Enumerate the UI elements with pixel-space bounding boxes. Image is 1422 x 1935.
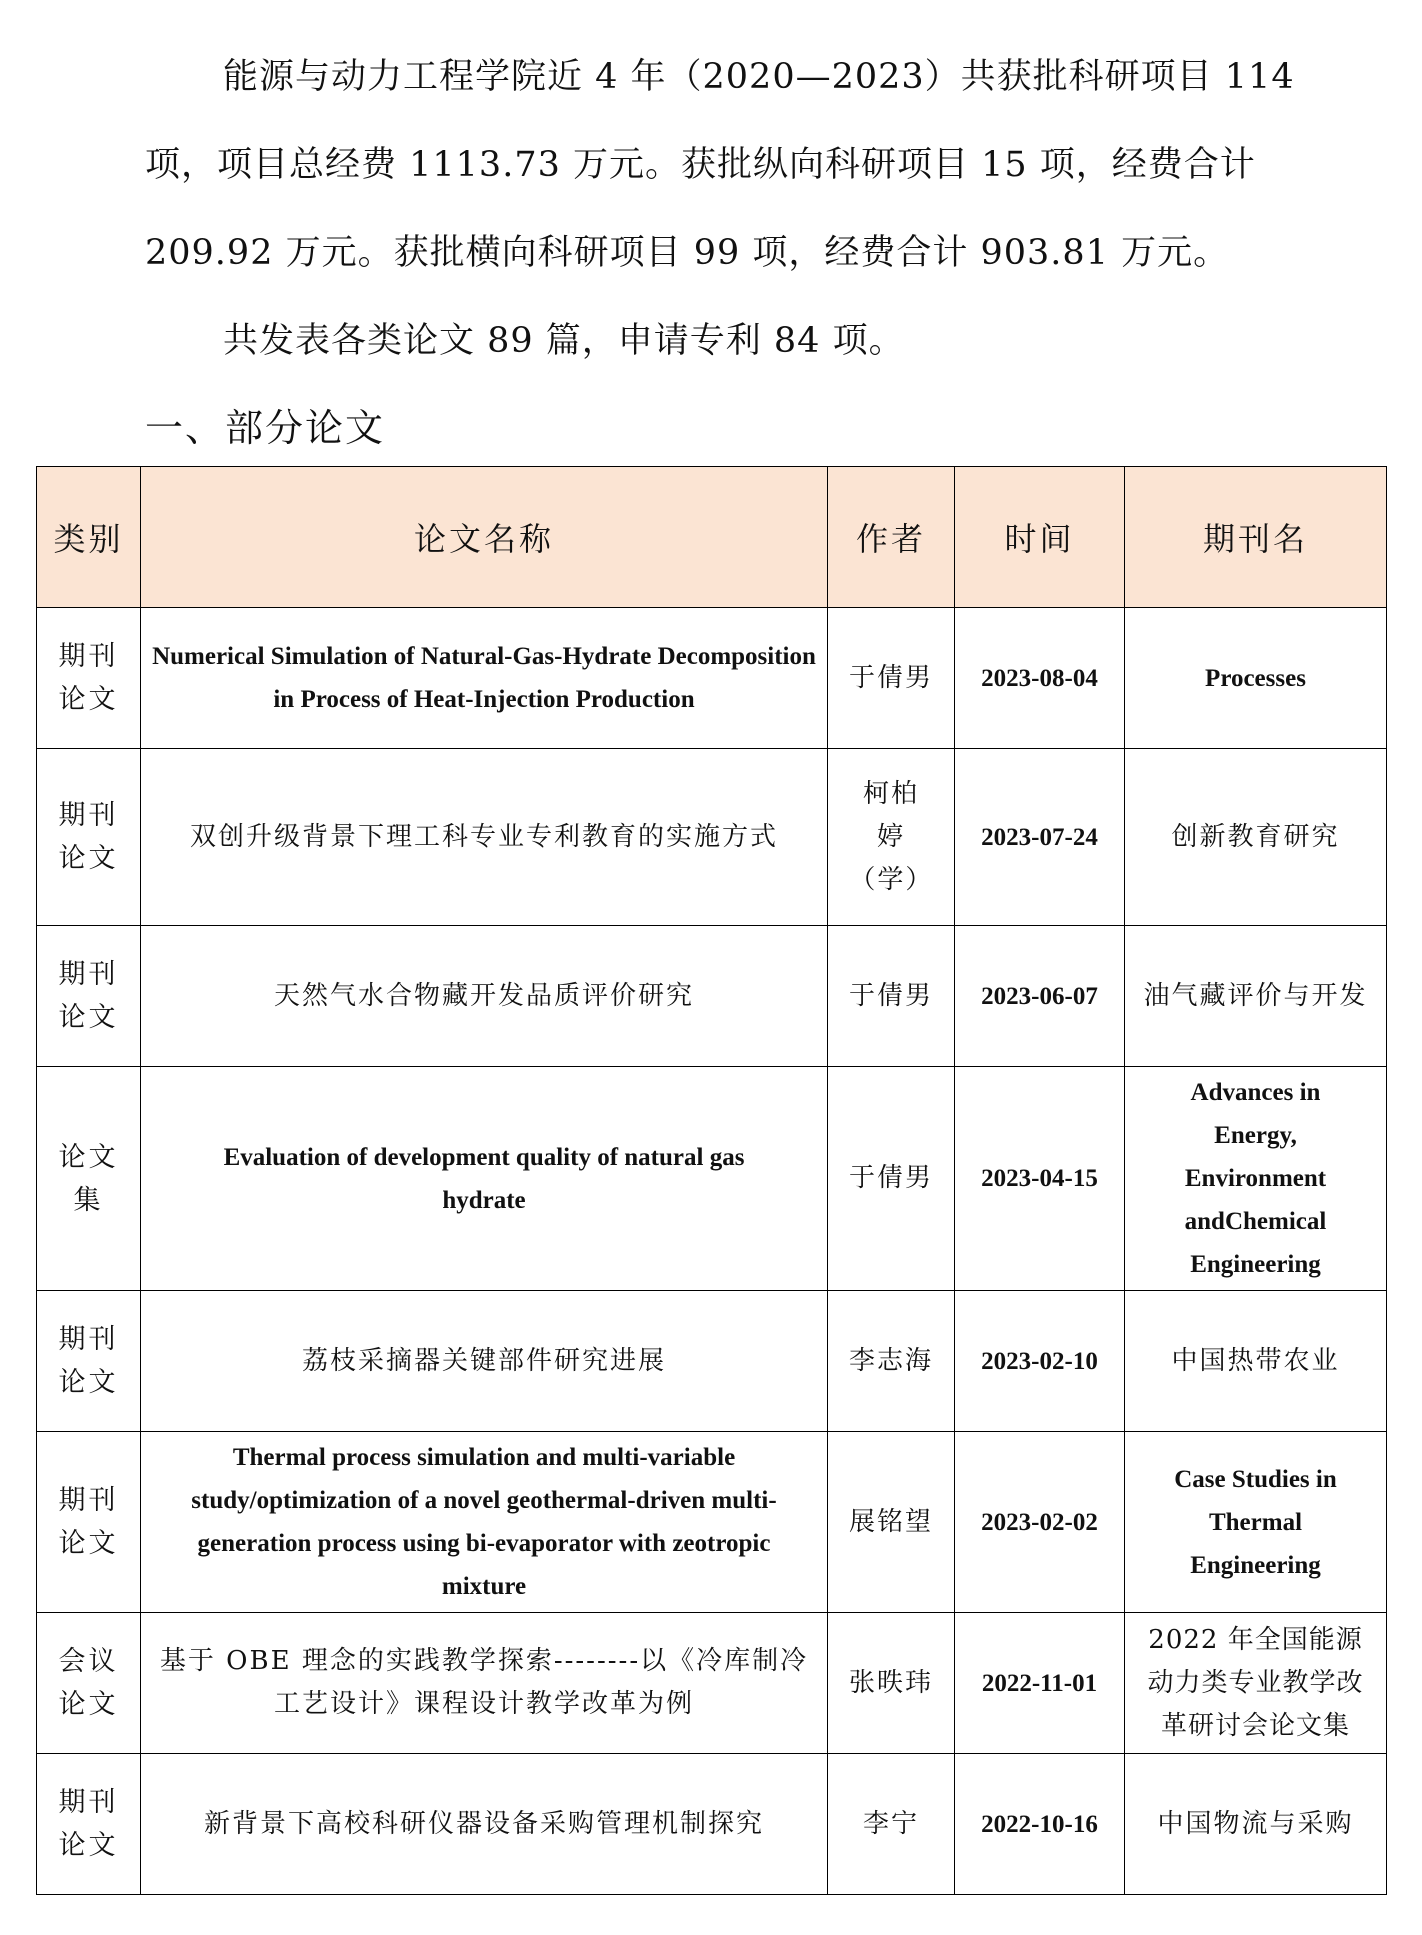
row-journal: 创新教育研究 [1125,749,1387,926]
row-date: 2023-08-04 [955,608,1125,749]
row-title: 新背景下高校科研仪器设备采购管理机制探究 [141,1754,828,1895]
row-category: 期刊论文 [37,1754,141,1895]
table-row [37,1613,1387,1754]
row-title: 荔枝采摘器关键部件研究进展 [141,1291,828,1432]
header-title: 论文名称 [141,467,828,608]
row-category: 期刊论文 [37,749,141,926]
table-row [37,1754,1387,1895]
row-category: 期刊论文 [37,926,141,1067]
table-row [37,1291,1387,1432]
row-date: 2023-07-24 [955,749,1125,926]
row-journal: Case Studies in Thermal Engineering [1125,1432,1387,1613]
row-title: Numerical Simulation of Natural-Gas-Hydrate Decomposition in Process of Heat-Injection Production [141,608,828,749]
row-journal: 中国物流与采购 [1125,1754,1387,1895]
row-date: 2023-02-02 [955,1432,1125,1613]
row-category: 期刊论文 [37,608,141,749]
row-journal: 2022 年全国能源动力类专业教学改革研讨会论文集 [1125,1613,1387,1754]
row-author: 于倩男 [828,1067,955,1291]
row-date: 2023-04-15 [955,1067,1125,1291]
row-author: 李志海 [828,1291,955,1432]
papers-table [36,466,1387,1895]
row-journal: Advances in Energy, Environment andChemical Engineering [1125,1067,1387,1291]
row-author: 于倩男 [828,608,955,749]
header-journal: 期刊名 [1125,467,1387,608]
row-journal: 中国热带农业 [1125,1291,1387,1432]
row-category: 论文集 [37,1067,141,1291]
row-author: 柯柏婷（学） [828,749,955,926]
row-date: 2023-06-07 [955,926,1125,1067]
header-author: 作者 [828,467,955,608]
row-date: 2022-10-16 [955,1754,1125,1895]
row-title: Evaluation of development quality of natural gas hydrate [141,1067,828,1291]
row-title: Thermal process simulation and multi-variable study/optimization of a novel geothermal-driven multi-generation process using bi-evaporator with zeotropic mixture [141,1432,828,1613]
row-author: 于倩男 [828,926,955,1067]
row-category: 期刊论文 [37,1432,141,1613]
row-author: 李宁 [828,1754,955,1895]
row-journal: Processes [1125,608,1387,749]
row-category: 期刊论文 [37,1291,141,1432]
row-title: 双创升级背景下理工科专业专利教育的实施方式 [141,749,828,926]
table-row [37,926,1387,1067]
header-date: 时间 [955,467,1125,608]
row-date: 2023-02-10 [955,1291,1125,1432]
table-row [37,1067,1387,1291]
row-author: 展铭望 [828,1432,955,1613]
row-category: 会议论文 [37,1613,141,1754]
table-header-row [37,467,1387,608]
row-title: 基于 OBE 理念的实践教学探索--------以《冷库制冷工艺设计》课程设计教学改革为例 [141,1613,828,1754]
intro-paragraph-funding: 能源与动力工程学院近 4 年（2020—2023）共获批科研项目 114 项，项目总经费 1113.73 万元。获批纵向科研项目 15 项，经费合计 209.92 万元。获批横向科研项目 99 项，经费合计 903.81 万元。 [145,57,1295,273]
table-row [37,1432,1387,1613]
row-date: 2022-11-01 [955,1613,1125,1754]
row-title: 天然气水合物藏开发品质评价研究 [141,926,828,1067]
row-author: 张昳玮 [828,1613,955,1754]
table-row [37,749,1387,926]
intro-paragraph-papers: 共发表各类论文 89 篇，申请专利 84 项。 [223,321,905,361]
header-category: 类别 [37,467,141,608]
row-journal: 油气藏评价与开发 [1125,926,1387,1067]
section-heading: 一、部分论文 [145,406,386,450]
table-row [37,608,1387,749]
